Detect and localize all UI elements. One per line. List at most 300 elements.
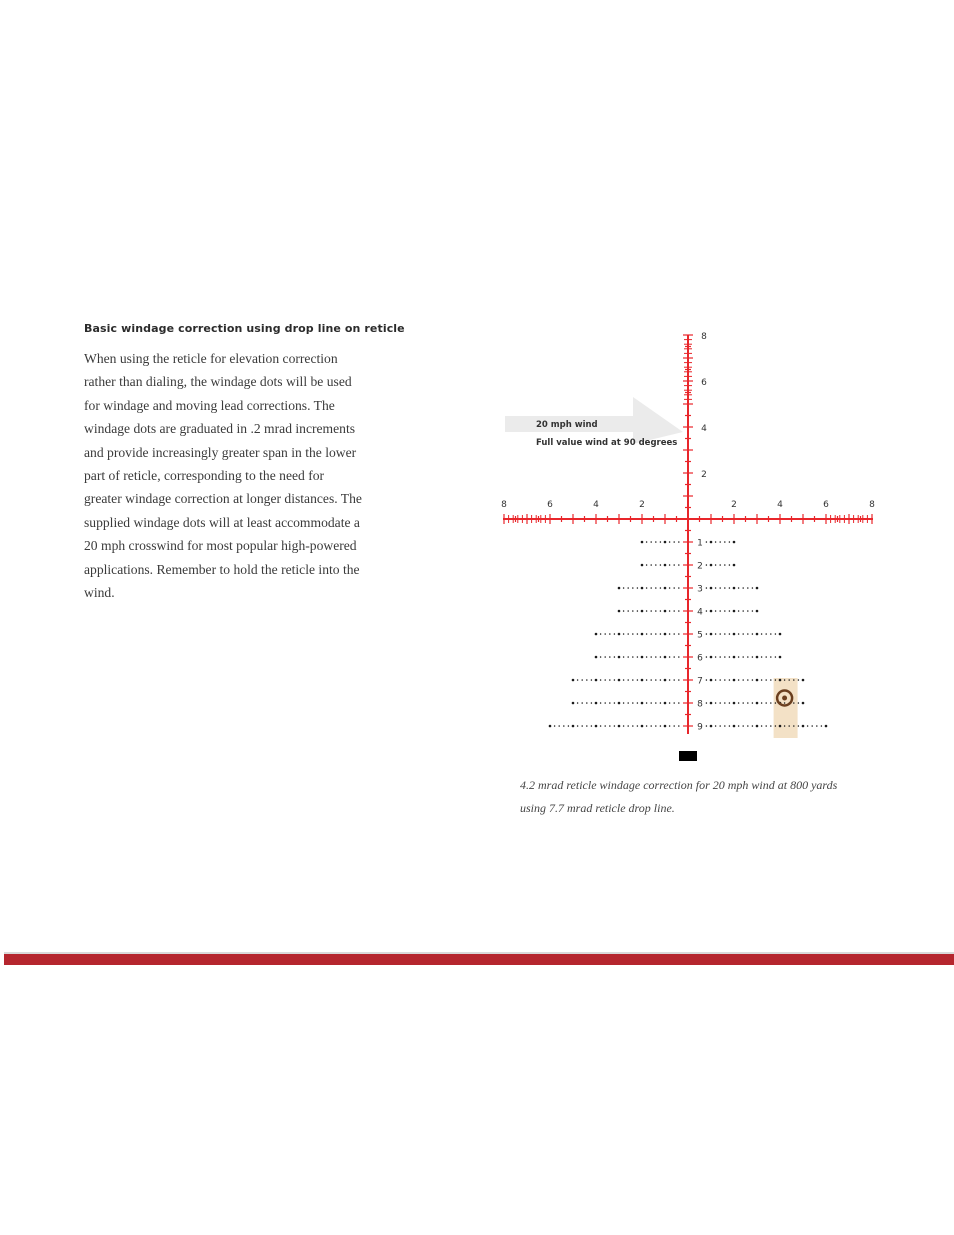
windage-dot [641, 725, 644, 728]
windage-dot [710, 610, 713, 613]
figure-caption [520, 774, 880, 820]
windage-dot [595, 633, 598, 636]
windage-dot [724, 633, 726, 635]
windage-dot [632, 610, 634, 612]
windage-dot [655, 564, 657, 566]
windage-dot [637, 587, 639, 589]
drop-line-number: 7 [697, 676, 703, 687]
drop-line-number: 5 [697, 630, 703, 641]
windage-dot [660, 725, 662, 727]
windage-dot [623, 725, 625, 727]
windage-dot [627, 633, 629, 635]
windage-dot [623, 679, 625, 681]
windage-dot [632, 656, 634, 658]
windage-dot [673, 702, 675, 704]
windage-dot [715, 679, 717, 681]
windage-dot [784, 702, 786, 704]
windage-dot [729, 702, 731, 704]
windage-dot [729, 656, 731, 658]
windage-dot [756, 587, 759, 590]
windage-dot [779, 656, 782, 659]
windage-dot [724, 679, 726, 681]
windage-dot [770, 633, 772, 635]
drop-line-number: 1 [697, 538, 703, 549]
windage-dot [627, 610, 629, 612]
windage-dot [706, 541, 708, 543]
windage-dot [770, 725, 772, 727]
windage-dot [655, 702, 657, 704]
windage-dot [660, 679, 662, 681]
windage-dot [775, 656, 777, 658]
windage-dot [733, 610, 736, 613]
windage-dot [572, 679, 575, 682]
windage-dot [660, 633, 662, 635]
windage-dot [710, 702, 713, 705]
windage-dot [591, 725, 593, 727]
windage-dot [586, 702, 588, 704]
windage-dot [646, 679, 648, 681]
windage-dot [669, 725, 671, 727]
windage-dot [664, 587, 667, 590]
windage-dot [604, 633, 606, 635]
horizontal-scale-label-left: 6 [547, 500, 553, 510]
windage-dot [604, 725, 606, 727]
windage-dot [650, 541, 652, 543]
windage-dot [581, 702, 583, 704]
windage-dot [669, 702, 671, 704]
windage-dot [747, 610, 749, 612]
body-line: for windage and moving lead corrections. The [84, 397, 335, 413]
windage-dot [770, 702, 772, 704]
windage-dot [600, 633, 602, 635]
windage-dot [715, 725, 717, 727]
windage-dot [655, 541, 657, 543]
windage-dot [627, 725, 629, 727]
windage-dot [577, 679, 579, 681]
windage-dot [604, 679, 606, 681]
windage-dot [793, 725, 795, 727]
windage-dot [747, 633, 749, 635]
windage-dot [660, 541, 662, 543]
windage-dot [715, 610, 717, 612]
windage-dot [719, 656, 721, 658]
windage-dot [765, 679, 767, 681]
windage-dot [655, 633, 657, 635]
windage-dot [719, 610, 721, 612]
windage-dot [627, 656, 629, 658]
windage-dot [646, 587, 648, 589]
windage-dot [641, 633, 644, 636]
windage-dot [761, 702, 763, 704]
windage-dot [586, 725, 588, 727]
windage-dot [733, 587, 736, 590]
windage-dot [770, 656, 772, 658]
windage-dot [724, 702, 726, 704]
windage-dot [706, 702, 708, 704]
windage-dot [678, 656, 680, 658]
windage-dot [669, 587, 671, 589]
windage-dot [655, 725, 657, 727]
windage-dot [724, 587, 726, 589]
windage-dot [724, 564, 726, 566]
section-heading: Basic windage correction using drop line on reticle [84, 322, 405, 335]
windage-dot [655, 679, 657, 681]
windage-dot [779, 679, 782, 682]
wind-sub-label: Full value wind at 90 degrees [536, 438, 678, 448]
body-line: rather than dialing, the windage dots will be used [84, 374, 352, 390]
windage-dot [600, 656, 602, 658]
windage-dot [614, 725, 616, 727]
windage-dot [609, 633, 611, 635]
windage-dot [618, 610, 621, 613]
windage-dot [660, 610, 662, 612]
windage-dot [715, 587, 717, 589]
windage-dot [623, 610, 625, 612]
windage-dot [765, 702, 767, 704]
windage-dot [742, 587, 744, 589]
windage-dot [710, 564, 713, 567]
windage-dot [738, 656, 740, 658]
windage-dot [756, 679, 759, 682]
windage-dot [568, 725, 570, 727]
horizontal-scale-label-left: 2 [639, 500, 645, 510]
windage-dot [618, 725, 621, 728]
vertical-scale-label: 4 [701, 424, 707, 434]
windage-dot [816, 725, 818, 727]
windage-dot [595, 679, 598, 682]
windage-dot [738, 610, 740, 612]
windage-dot [802, 679, 805, 682]
windage-dot [715, 656, 717, 658]
windage-dot [678, 679, 680, 681]
windage-dot [637, 656, 639, 658]
windage-dot [618, 679, 621, 682]
windage-dot [719, 702, 721, 704]
windage-dot [724, 610, 726, 612]
windage-dot [618, 587, 621, 590]
body-line: 20 mph crosswind for most popular high-powered [84, 538, 357, 554]
windage-dot [706, 610, 708, 612]
windage-dot [660, 564, 662, 566]
windage-dot [655, 587, 657, 589]
windage-dot [609, 702, 611, 704]
windage-dot [678, 633, 680, 635]
windage-dot [660, 656, 662, 658]
windage-dot [742, 656, 744, 658]
windage-dot [632, 679, 634, 681]
windage-dot [761, 679, 763, 681]
windage-dot [637, 633, 639, 635]
windage-dot [715, 541, 717, 543]
windage-dot [641, 541, 644, 544]
windage-dot [798, 702, 800, 704]
windage-dot [706, 587, 708, 589]
windage-dot [618, 633, 621, 636]
windage-dot [738, 587, 740, 589]
windage-dot [756, 633, 759, 636]
windage-dot [678, 564, 680, 566]
windage-dot [650, 610, 652, 612]
windage-dot [623, 702, 625, 704]
windage-dot [664, 725, 667, 728]
windage-dot [733, 679, 736, 682]
windage-dot [673, 656, 675, 658]
windage-dot [719, 725, 721, 727]
windage-dot [784, 725, 786, 727]
windage-dot [752, 702, 754, 704]
windage-dot [549, 725, 552, 728]
windage-dot [623, 633, 625, 635]
windage-dot [775, 702, 777, 704]
windage-highlight [774, 678, 798, 738]
windage-dot [784, 679, 786, 681]
windage-dot [715, 702, 717, 704]
windage-dot [747, 587, 749, 589]
windage-dot [581, 679, 583, 681]
windage-dot [646, 656, 648, 658]
drop-line-number: 4 [697, 607, 703, 618]
windage-dot [669, 679, 671, 681]
windage-dot [729, 564, 731, 566]
windage-dot [646, 564, 648, 566]
windage-dot [637, 702, 639, 704]
windage-dot [632, 702, 634, 704]
windage-dot [664, 679, 667, 682]
windage-dot [729, 610, 731, 612]
windage-dot [715, 564, 717, 566]
windage-dot [719, 564, 721, 566]
windage-dot [664, 564, 667, 567]
target-center-icon [782, 696, 787, 701]
windage-dot [563, 725, 565, 727]
windage-dot [765, 633, 767, 635]
windage-dot [591, 702, 593, 704]
windage-dot [802, 725, 805, 728]
windage-dot [706, 633, 708, 635]
windage-dot [614, 656, 616, 658]
windage-dot [627, 587, 629, 589]
windage-dot [811, 725, 813, 727]
windage-dot [600, 725, 602, 727]
windage-dot [678, 725, 680, 727]
windage-dot [715, 633, 717, 635]
windage-dot [738, 679, 740, 681]
windage-dot [779, 725, 782, 728]
windage-dot [793, 702, 795, 704]
windage-dot [747, 702, 749, 704]
windage-dot [775, 725, 777, 727]
windage-dot [719, 541, 721, 543]
windage-dot [618, 656, 621, 659]
windage-dot [591, 679, 593, 681]
windage-dot [604, 702, 606, 704]
drop-line-number: 2 [697, 561, 703, 572]
windage-dot [669, 656, 671, 658]
windage-dot [752, 587, 754, 589]
windage-dot [729, 633, 731, 635]
horizontal-scale-label-right: 2 [731, 500, 737, 510]
windage-dot [752, 656, 754, 658]
windage-dot [641, 656, 644, 659]
windage-dot [729, 679, 731, 681]
windage-dot [706, 725, 708, 727]
windage-dot [632, 633, 634, 635]
windage-dot [600, 702, 602, 704]
windage-dot [646, 633, 648, 635]
windage-dot [742, 679, 744, 681]
drop-line-number: 9 [697, 722, 703, 733]
footer-bar [4, 952, 954, 965]
windage-dot [724, 656, 726, 658]
windage-dot [733, 633, 736, 636]
wind-label: 20 mph wind [536, 420, 598, 430]
windage-dot [650, 564, 652, 566]
windage-dot [646, 702, 648, 704]
windage-dot [678, 541, 680, 543]
windage-dot [719, 587, 721, 589]
windage-dot [788, 679, 790, 681]
windage-dot [752, 633, 754, 635]
body-line: When using the reticle for elevation correction [84, 351, 338, 366]
windage-dot [664, 656, 667, 659]
windage-dot [632, 587, 634, 589]
windage-dot [614, 702, 616, 704]
windage-dot [678, 610, 680, 612]
horizontal-scale-label-right: 8 [869, 500, 875, 510]
windage-dot [650, 679, 652, 681]
windage-dot [733, 656, 736, 659]
windage-dot [641, 564, 644, 567]
windage-dot [706, 679, 708, 681]
windage-dot [646, 725, 648, 727]
windage-dot [765, 725, 767, 727]
windage-dot [669, 633, 671, 635]
windage-dot [742, 702, 744, 704]
windage-dot [729, 541, 731, 543]
windage-dot [650, 725, 652, 727]
windage-dot [756, 725, 759, 728]
windage-dot [729, 725, 731, 727]
windage-dot [609, 656, 611, 658]
windage-dot [641, 702, 644, 705]
windage-dot [752, 610, 754, 612]
windage-dot [627, 679, 629, 681]
caption-line: 4.2 mrad reticle windage correction for 20 mph wind at 800 yards [520, 778, 838, 792]
body-line: windage dots are graduated in .2 mrad increments [84, 421, 356, 437]
windage-dot [724, 725, 726, 727]
windage-dot [733, 725, 736, 728]
windage-dot [586, 679, 588, 681]
body-line: part of reticle, corresponding to the need for [84, 468, 325, 484]
body-line: greater windage correction at longer distances. The [84, 491, 362, 507]
windage-dot [637, 610, 639, 612]
windage-dot [775, 679, 777, 681]
vertical-scale-label: 6 [701, 378, 707, 388]
horizontal-scale-label-right: 4 [777, 500, 783, 510]
windage-dot [641, 610, 644, 613]
windage-dot [724, 541, 726, 543]
windage-dot [650, 702, 652, 704]
windage-dot [664, 541, 667, 544]
windage-dot [742, 725, 744, 727]
windage-dot [600, 679, 602, 681]
windage-dot [637, 725, 639, 727]
windage-dot [609, 725, 611, 727]
windage-dot [738, 633, 740, 635]
windage-dot [660, 587, 662, 589]
windage-dot [738, 725, 740, 727]
windage-dot [802, 702, 805, 705]
windage-dot [765, 656, 767, 658]
windage-dot [577, 725, 579, 727]
windage-dot [798, 725, 800, 727]
windage-dot [710, 679, 713, 682]
drop-line-number: 3 [697, 584, 703, 595]
horizontal-scale-label-right: 6 [823, 500, 829, 510]
windage-dot [733, 564, 736, 567]
windage-dot [742, 633, 744, 635]
body-line: wind. [84, 585, 115, 601]
windage-dot [673, 564, 675, 566]
windage-dot [775, 633, 777, 635]
body-line: supplied windage dots will at least accommodate a [84, 514, 360, 530]
windage-dot [614, 633, 616, 635]
body-line: applications. Remember to hold the reticle into the [84, 561, 360, 577]
windage-dot [646, 541, 648, 543]
windage-dot [738, 702, 740, 704]
windage-dot [655, 610, 657, 612]
windage-dot [554, 725, 556, 727]
windage-dot [623, 587, 625, 589]
caption-line: using 7.7 mrad reticle drop line. [520, 801, 675, 815]
windage-dot [678, 587, 680, 589]
drop-line-number: 6 [697, 653, 703, 664]
windage-dot [604, 656, 606, 658]
horizontal-scale-label-left: 8 [501, 500, 507, 510]
windage-dot [673, 633, 675, 635]
windage-dot [673, 541, 675, 543]
windage-dot [660, 702, 662, 704]
windage-dot [761, 725, 763, 727]
windage-dot [627, 702, 629, 704]
windage-dot [770, 679, 772, 681]
windage-dot [595, 702, 598, 705]
windage-dot [646, 610, 648, 612]
windage-dot [706, 564, 708, 566]
windage-dot [650, 587, 652, 589]
windage-dot [742, 610, 744, 612]
windage-dot [632, 725, 634, 727]
windage-dot [609, 679, 611, 681]
windage-dot [641, 679, 644, 682]
windage-dot [733, 702, 736, 705]
windage-dot [618, 702, 621, 705]
windage-dot [747, 656, 749, 658]
windage-dot [729, 587, 731, 589]
vertical-scale-label: 2 [701, 470, 707, 480]
windage-dot [710, 725, 713, 728]
windage-dot [595, 725, 598, 728]
windage-dot [655, 656, 657, 658]
windage-dot [733, 541, 736, 544]
windage-dot [756, 610, 759, 613]
windage-dot [747, 679, 749, 681]
windage-dot [650, 656, 652, 658]
windage-dot [664, 702, 667, 705]
windage-dot [623, 656, 625, 658]
windage-dot [595, 656, 598, 659]
windage-dot [577, 702, 579, 704]
